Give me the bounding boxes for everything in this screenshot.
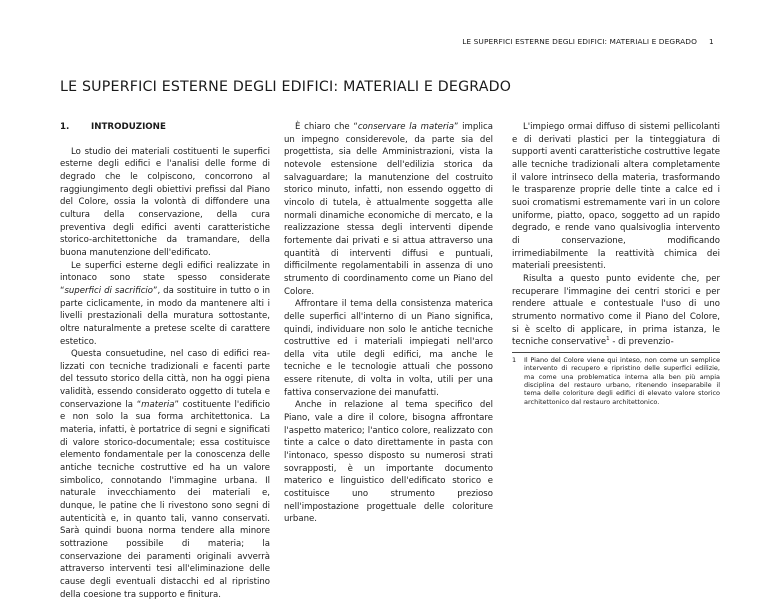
footnote-number: 1 [512, 355, 517, 364]
paragraph: L'impiego ormai diffuso di sistemi pellicolanti e di derivati plastici per la tinteggiatura di supporti aventi caratteristiche costruttive legate alle tecniche tradizionali altera completamente il valore intrinseco della materia, trasformando le trasparenze proprie delle tinte a calce ed i suoi cromatismi estremamente vari in un colore uniforme, piatto, opaco, soggetto ad un rapido degrado, e rende vano qualsivoglia intervento di conservazione, modificando irrimediabilmente la reattività chimica dei materiali preesistenti. [512, 122, 720, 272]
text-column-middle [284, 121, 493, 526]
paragraph: Risulta a questo punto evidente che, per recuperare l'immagine dei centri storici e per rendere attuale e contestuale l'uso di uno strumento normativo come il Piano del Colore, si è scelto di applicare, in prima istanza, le tecniche conservative$^1$ - di prevenzio- [512, 273, 720, 348]
text-column-right [512, 121, 720, 406]
paragraph: Questa consuetudine, nel caso di edifici rea-lizzati con tecniche tradizionali e facenti parte del tessuto storico della città, non ha oggi piena validità, essendo considerato oggetto di tutela e conservazione la “materia” costituente l'edificio e non solo la sua forma architettonica. La materia, infatti, è portatrice di segni e significati di valore storico-documentale; essa costituisce elemento fondamentale per la conoscenza delle antiche tecniche costruttive ed ha un valore simbolico, connotando l'immagine urbana. Il naturale invecchiamento dei materiali e, dunque, le patine che li rivestono sono segni di autenticità e, in quanto tali, vanno conservati. Sarà quindi buona norma tendere alla minore sottrazione possibile di materia; la conservazione dei paramenti originali avverrà attraverso interventi tesi all'eliminazione delle cause degli eventuali distacchi ed al ripristino della coesione tra supporto e finitura. [60, 349, 270, 600]
section-title: INTRODUZIONE [91, 122, 166, 132]
running-header: LE SUPERFICI ESTERNE DEGLI EDIFICI: MATERIALI E DEGRADO [462, 37, 697, 46]
footnote-text: Il Piano del Colore viene qui inteso, non come un semplice intervento di recupero e ripristino delle superfici edilizie, ma come una problematica interna alla ben più ampia disciplina del restauro urbano, ritenendo inseparabile il tema delle coloriture degli edifici di elevato valore storico architettonico dal restauro architettonico. [524, 355, 720, 406]
section-heading [60, 121, 270, 134]
paragraph: Anche in relazione al tema specifico del Piano, vale a dire il colore, bisogna affrontare l'aspetto materico; l'antico colore, realizzato con tinte a calce o dato direttamente in pasta con l'intonaco, spesso disposto su numerosi strati sovrapposti, è un importante documento materico e linguistico dell'edificato storico e costituisce uno strumento prezioso nell'impostazione progettuale delle coloriture urbane. [284, 400, 493, 525]
paragraph: Lo studio dei materiali costituenti le superfici esterne degli edifici e l'analisi delle forme di degrado che le colpiscono, concorrono al raggiungimento degli obiettivi prefissi dal Piano del Colore, ossia la volontà di diffondere una cultura della conservazione, della cura preventiva degli edifici aventi caratteristiche storico-architettoniche da tramandare, della buona manutenzione dell'edificato. [60, 146, 270, 258]
footnote-divider [512, 352, 720, 353]
paragraph: È chiaro che “conservare la materia” implica un impegno considerevole, da parte sia del progettista, sia delle Amministrazioni, vista la notevole estensione dell'edilizia storica da salvaguardare; la manutenzione del costruito storico minuto, infatti, non essendo oggetto di vincolo di tutela, è attualmente soggetta alle normali dinamiche economiche di mercato, e la realizzazione stessa degli interventi dipende fortemente dai privati e si attua attraverso una quantità di interventi diffusi e puntuali, difficilmente regolamentabili in assenza di uno strumento di coordinamento come un Piano del Colore. [284, 122, 493, 297]
paragraph: Affrontare il tema della consistenza materica delle superfici all'interno di un Piano significa, quindi, individuare non solo le antiche tecniche costruttive ed i materiali impiegati nell'arco della vita utile degli edifici, ma anche le tecniche e le tecnologie attuali che possono essere ritenute, di volta in volta, utili per una fattiva conservazione dei manufatti. [284, 299, 493, 398]
page-number: 1 [709, 37, 714, 46]
footnote [512, 356, 720, 406]
section-number: 1. [60, 122, 70, 132]
document-title: LE SUPERFICI ESTERNE DEGLI EDIFICI: MATERIALI E DEGRADO [60, 79, 512, 95]
text-column-left [60, 121, 270, 601]
paragraph: Le superfici esterne degli edifici realizzate in intonaco sono state spesso considerate “superfici di sacrificio”, da sostituire in tutto o in parte ciclicamente, in modo da mantenere alti i livelli prestazionali della muratura sottostante, oltre naturalmente a pretese scelte di carattere estetico. [60, 260, 270, 347]
footnote-reference: 1 [606, 336, 610, 343]
